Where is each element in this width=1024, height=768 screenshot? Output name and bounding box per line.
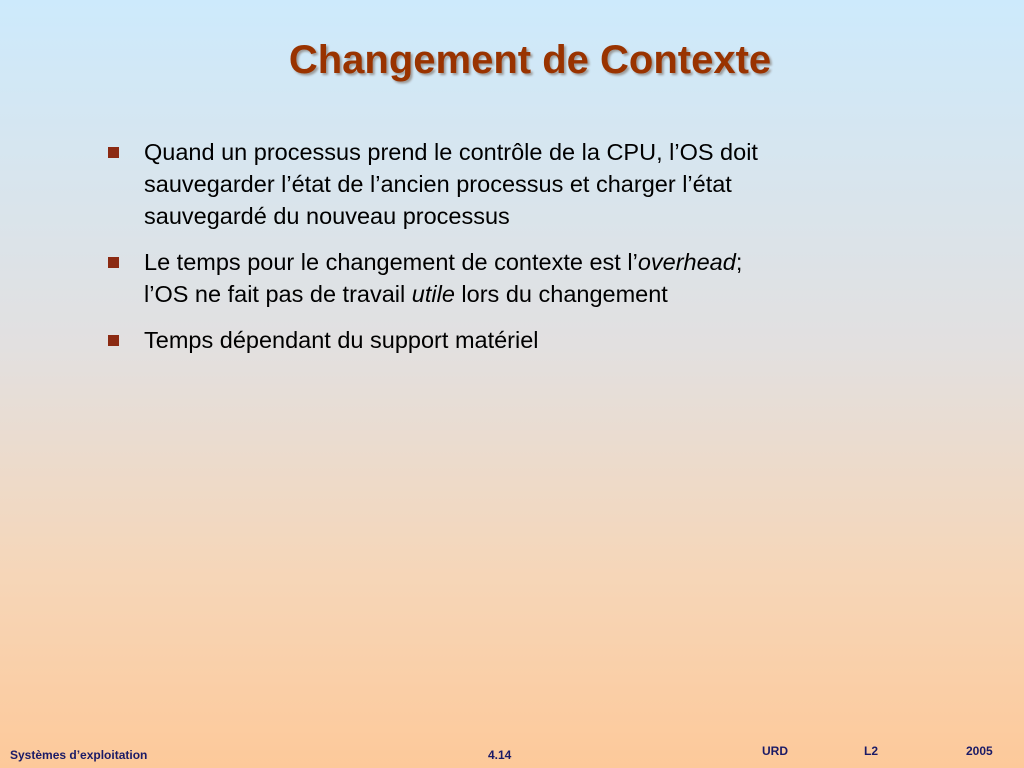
- bullet-item: [104, 136, 904, 232]
- footer-course: Systèmes d’exploitation: [10, 748, 148, 762]
- bullet-line: [144, 246, 904, 278]
- bullet-item: [104, 246, 904, 310]
- square-bullet-icon: [108, 257, 119, 268]
- footer-org: URD: [762, 744, 788, 758]
- bullet-line: sauvegardé du nouveau processus: [144, 203, 510, 229]
- bullet-text: Le temps pour le changement de contexte est l’: [144, 249, 638, 275]
- bullet-line: Quand un processus prend le contrôle de la CPU, l’OS doit: [144, 139, 758, 165]
- footer-level: L2: [864, 744, 879, 758]
- bullet-line: Temps dépendant du support matériel: [144, 327, 539, 353]
- footer-year: 2005: [966, 744, 993, 758]
- bullet-line: sauvegarder l’état de l’ancien processus et charger l’état: [144, 171, 732, 197]
- square-bullet-icon: [108, 335, 119, 346]
- bullet-emphasis: overhead: [637, 249, 736, 275]
- bullet-text: ;: [735, 249, 743, 275]
- bullet-item: [104, 324, 904, 356]
- bullet-emphasis: utile: [411, 281, 455, 307]
- square-bullet-icon: [108, 147, 119, 158]
- bullet-line: [144, 278, 904, 310]
- footer-page-number: 4.14: [488, 748, 512, 762]
- bullet-list: [104, 136, 904, 370]
- bullet-text: l’OS ne fait pas de travail: [144, 281, 412, 307]
- bullet-text: lors du changement: [454, 281, 668, 307]
- slide-title: Changement de Contexte: [288, 38, 772, 82]
